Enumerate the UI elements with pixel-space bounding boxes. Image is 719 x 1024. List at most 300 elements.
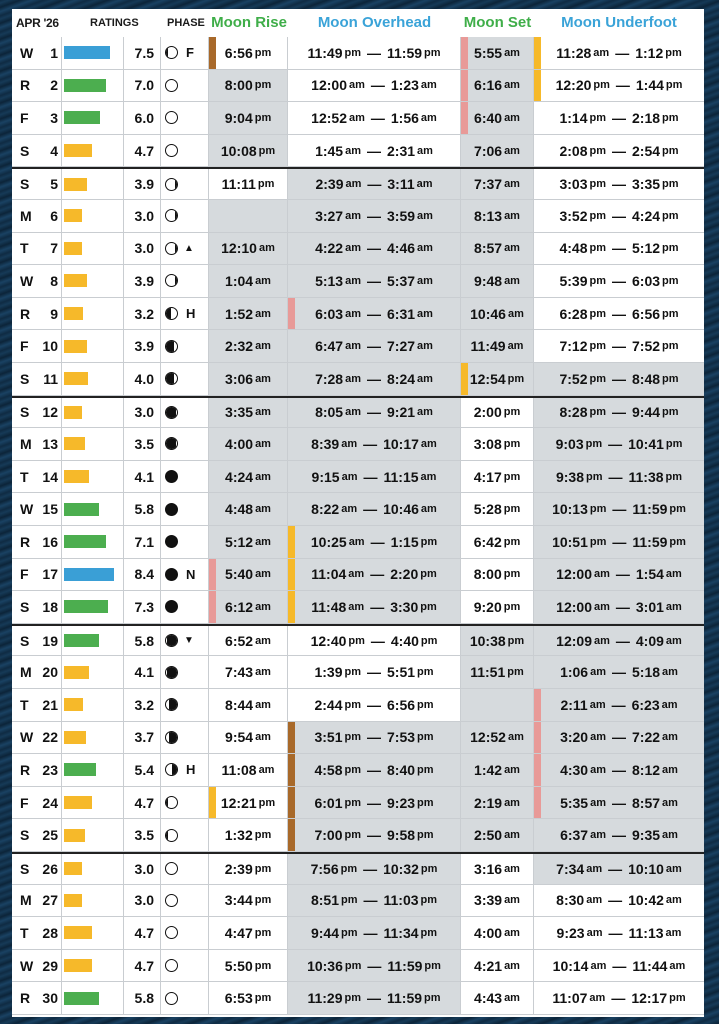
- moon-set-ampm: am: [504, 959, 520, 972]
- underfoot-end-ampm: pm: [665, 470, 683, 483]
- underfoot-end-ampm: pm: [669, 992, 686, 1005]
- rating-bar-cell: [62, 526, 124, 558]
- rating-bar-cell: [62, 330, 124, 362]
- overhead-end-ampm: am: [417, 274, 433, 287]
- moon-rise-ampm: pm: [254, 46, 272, 59]
- moon-underfoot-cell: [534, 787, 704, 819]
- overhead-start-ampm: am: [348, 79, 365, 92]
- underfoot-end-ampm: pm: [662, 242, 679, 255]
- moon-set-cell: [461, 819, 534, 851]
- day-cell: [12, 493, 62, 525]
- range-dash: —: [615, 598, 630, 615]
- overhead-end-ampm: pm: [417, 731, 434, 744]
- overhead-end-time: 11:59: [387, 957, 423, 974]
- table-row: [12, 656, 704, 689]
- rating-value: 3.5: [124, 428, 161, 460]
- underfoot-start-time: 10:51: [552, 533, 588, 550]
- underfoot-start-time: 4:30: [560, 761, 589, 778]
- day-cell: [12, 819, 62, 851]
- moon-phase-icon: [165, 178, 178, 191]
- moon-rise-ampm: am: [255, 600, 271, 613]
- table-row: [12, 102, 704, 135]
- moon-set-ampm: pm: [503, 437, 521, 450]
- overhead-start-ampm: pm: [344, 796, 361, 809]
- overhead-start-ampm: am: [345, 406, 361, 419]
- day-cell: [12, 982, 62, 1014]
- moon-phase-icon: [165, 79, 178, 92]
- date-number: 5: [50, 176, 58, 193]
- moon-overhead-cell: [288, 917, 461, 949]
- overhead-start-time: 7:28: [315, 370, 344, 387]
- moon-rise-cell: [209, 689, 288, 721]
- day-cell: [12, 722, 62, 754]
- underfoot-end-ampm: am: [661, 698, 678, 711]
- overhead-end-ampm: am: [417, 242, 433, 255]
- underfoot-end-ampm: pm: [669, 535, 686, 548]
- overhead-end-time: 3:30: [390, 598, 419, 615]
- table-row: [12, 624, 704, 657]
- overhead-end-ampm: am: [420, 437, 437, 450]
- range-dash: —: [612, 142, 626, 159]
- weekday-letter: F: [20, 794, 29, 811]
- date-number: 30: [42, 990, 58, 1007]
- overhead-end-ampm: pm: [424, 992, 441, 1005]
- moon-set-ampm: pm: [503, 600, 521, 613]
- phase-cell: [161, 298, 209, 330]
- underfoot-start-ampm: am: [590, 666, 606, 679]
- underfoot-start-ampm: pm: [585, 437, 603, 450]
- moon-rise-ampm: pm: [254, 829, 272, 842]
- range-dash: —: [367, 696, 381, 713]
- overhead-end-ampm: am: [417, 372, 433, 385]
- phase-cell: [161, 102, 209, 134]
- moon-overhead-cell: [288, 398, 461, 428]
- underfoot-start-ampm: am: [590, 763, 606, 776]
- moon-rise-ampm: pm: [254, 111, 272, 124]
- rating-bar-cell: [62, 265, 124, 297]
- underfoot-end-time: 1:54: [635, 566, 664, 583]
- moon-rise-cell: [209, 591, 288, 623]
- day-cell: [12, 626, 62, 656]
- moon-set-cell: [461, 754, 534, 786]
- moon-underfoot-cell: [534, 591, 704, 623]
- moon-underfoot-cell: [534, 559, 704, 591]
- weekday-letter: W: [20, 729, 34, 746]
- moon-overhead-cell: [288, 265, 461, 297]
- moon-set-ampm: am: [504, 862, 520, 875]
- moon-rise-ampm: pm: [254, 862, 272, 875]
- range-dash: —: [367, 176, 382, 193]
- date-number: 1: [50, 44, 58, 61]
- overhead-end-time: 10:32: [383, 860, 419, 877]
- rating-value: 4.7: [124, 787, 161, 819]
- moon-overhead-cell: [288, 854, 461, 884]
- rating-bar-cell: [62, 656, 124, 688]
- overhead-end-ampm: am: [420, 111, 437, 124]
- moon-set-ampm: am: [504, 992, 520, 1005]
- underfoot-start-time: 2:08: [559, 142, 588, 159]
- rating-value: 4.1: [124, 461, 161, 493]
- overhead-start-time: 3:51: [314, 729, 343, 746]
- rating-bar: [64, 437, 85, 450]
- date-number: 2: [50, 77, 58, 94]
- overhead-end-time: 1:56: [390, 109, 419, 126]
- weekday-letter: S: [20, 404, 30, 421]
- weekday-letter: T: [20, 468, 29, 485]
- moon-underfoot-cell: [534, 70, 704, 102]
- underfoot-start-ampm: pm: [589, 144, 606, 157]
- underfoot-end-ampm: am: [669, 959, 686, 972]
- day-cell: [12, 135, 62, 167]
- overhead-end-time: 4:40: [390, 632, 419, 649]
- table-row: [12, 363, 704, 396]
- moon-rise-time: 4:47: [224, 924, 253, 941]
- underfoot-end-ampm: pm: [662, 274, 679, 287]
- moon-phase-icon: [165, 731, 178, 744]
- table-row: [12, 559, 704, 592]
- moon-rise-ampm: am: [255, 568, 271, 581]
- moon-rise-ampm: am: [255, 731, 271, 744]
- underfoot-start-ampm: pm: [589, 178, 606, 191]
- moon-rise-cell: [209, 37, 288, 69]
- moon-phase-icon: [165, 535, 178, 548]
- overhead-end-ampm: pm: [417, 796, 434, 809]
- rating-value: 3.2: [124, 298, 161, 330]
- day-cell: [12, 70, 62, 102]
- rating-bar: [64, 209, 82, 222]
- rating-value: 8.4: [124, 559, 161, 591]
- moon-phase-icon: [165, 959, 178, 972]
- moon-underfoot-cell: [534, 493, 704, 525]
- weekday-letter: R: [20, 533, 31, 550]
- table-row: [12, 689, 704, 722]
- overhead-end-time: 11:59: [387, 990, 423, 1007]
- date-number: 17: [42, 566, 58, 583]
- moon-underfoot-header: Moon Underfoot: [561, 14, 677, 31]
- moon-phase-icon: [165, 894, 178, 907]
- range-dash: —: [612, 664, 626, 681]
- underfoot-start-ampm: pm: [589, 535, 607, 548]
- moon-set-time: 7:37: [474, 176, 503, 193]
- ratings-header: RATINGS: [90, 17, 139, 29]
- phase-cell: [161, 656, 209, 688]
- moon-rise-ampm: am: [258, 242, 275, 255]
- moon-overhead-cell: [288, 559, 461, 591]
- activity-marker: [288, 754, 295, 786]
- underfoot-end-ampm: pm: [665, 46, 682, 59]
- underfoot-start-ampm: am: [589, 698, 606, 711]
- activity-marker: [288, 559, 295, 591]
- phase-letter: N: [186, 566, 196, 582]
- rating-bar: [64, 307, 83, 320]
- moon-rise-cell: [209, 102, 288, 134]
- rating-bar: [64, 242, 82, 255]
- date-number: 12: [42, 404, 58, 421]
- moon-phase-icon: [165, 307, 178, 320]
- rating-bar-cell: [62, 363, 124, 395]
- overhead-end-ampm: pm: [420, 926, 438, 939]
- rating-bar-cell: [62, 787, 124, 819]
- underfoot-end-ampm: pm: [662, 178, 679, 191]
- activity-marker: [209, 591, 216, 623]
- table-row: [12, 265, 704, 298]
- moon-rise-ampm: pm: [254, 79, 272, 92]
- table-row: [12, 722, 704, 755]
- weekday-letter: M: [20, 892, 32, 909]
- moon-set-ampm: pm: [503, 503, 521, 516]
- weekday-letter: M: [20, 664, 32, 681]
- date-number: 21: [42, 696, 58, 713]
- rating-bar-cell: [62, 461, 124, 493]
- moon-underfoot-cell: [534, 626, 704, 656]
- weekday-letter: W: [20, 272, 34, 289]
- day-cell: [12, 233, 62, 265]
- rating-value: 3.7: [124, 722, 161, 754]
- underfoot-start-ampm: am: [590, 796, 606, 809]
- rating-bar: [64, 144, 92, 157]
- activity-marker: [288, 787, 295, 819]
- underfoot-end-ampm: pm: [665, 437, 683, 450]
- moon-set-ampm: am: [507, 731, 524, 744]
- range-dash: —: [608, 924, 623, 941]
- table-row: [12, 298, 704, 331]
- moon-set-cell: [461, 428, 534, 460]
- underfoot-end-ampm: am: [662, 731, 678, 744]
- moon-set-time: 8:13: [474, 207, 503, 224]
- moon-set-time: 10:38: [469, 632, 506, 649]
- range-dash: —: [612, 109, 626, 126]
- overhead-end-time: 3:59: [387, 207, 416, 224]
- underfoot-start-time: 4:48: [559, 240, 588, 257]
- moon-set-cell: [461, 787, 534, 819]
- activity-marker: [461, 102, 468, 134]
- underfoot-start-time: 3:03: [559, 176, 588, 193]
- range-dash: —: [612, 957, 627, 974]
- underfoot-end-time: 11:59: [632, 501, 668, 518]
- moon-underfoot-cell: [534, 885, 704, 917]
- moon-underfoot-cell: [534, 37, 704, 69]
- table-row: [12, 852, 704, 885]
- moon-rise-time: 6:53: [224, 990, 253, 1007]
- range-dash: —: [615, 44, 630, 61]
- weekday-letter: F: [20, 109, 29, 126]
- overhead-start-ampm: am: [348, 535, 365, 548]
- overhead-end-time: 11:59: [387, 44, 423, 61]
- underfoot-end-time: 1:12: [635, 44, 664, 61]
- moon-set-ampm: am: [507, 340, 524, 353]
- overhead-start-time: 2:39: [315, 176, 344, 193]
- underfoot-end-ampm: pm: [662, 209, 679, 222]
- range-dash: —: [367, 957, 382, 974]
- underfoot-start-ampm: am: [589, 992, 606, 1005]
- moon-overhead-cell: [288, 526, 461, 558]
- moon-overhead-cell: [288, 982, 461, 1014]
- underfoot-end-ampm: am: [662, 796, 678, 809]
- moon-rise-cell: [209, 722, 288, 754]
- moon-set-ampm: am: [504, 79, 520, 92]
- range-dash: —: [363, 892, 378, 909]
- overhead-start-ampm: am: [341, 503, 358, 516]
- date-number: 27: [42, 892, 58, 909]
- rating-value: 5.8: [124, 982, 161, 1014]
- phase-letter: H: [186, 306, 196, 322]
- moon-set-time: 6:42: [473, 533, 502, 550]
- underfoot-start-ampm: am: [586, 926, 603, 939]
- range-dash: —: [612, 338, 626, 355]
- weekday-letter: W: [20, 957, 34, 974]
- phase-letter: F: [186, 45, 194, 61]
- table-row: [12, 37, 704, 70]
- underfoot-start-time: 9:03: [555, 435, 584, 452]
- weekday-letter: T: [20, 924, 29, 941]
- moon-set-cell: [461, 591, 534, 623]
- range-dash: —: [370, 77, 385, 94]
- range-dash: —: [612, 794, 626, 811]
- activity-marker: [461, 363, 468, 395]
- overhead-start-ampm: pm: [344, 829, 361, 842]
- moon-set-ampm: pm: [503, 535, 521, 548]
- moon-set-ampm: am: [504, 111, 520, 124]
- range-dash: —: [611, 696, 626, 713]
- date-number: 28: [42, 924, 58, 941]
- moon-set-ampm: pm: [507, 666, 524, 679]
- phase-cell: [161, 200, 209, 232]
- range-dash: —: [367, 207, 381, 224]
- table-row: [12, 200, 704, 233]
- range-dash: —: [370, 598, 385, 615]
- underfoot-start-time: 5:35: [560, 794, 589, 811]
- overhead-end-ampm: pm: [420, 862, 438, 875]
- underfoot-end-time: 12:17: [631, 990, 668, 1007]
- overhead-end-time: 3:11: [387, 176, 415, 193]
- moon-rise-ampm: am: [255, 634, 271, 647]
- day-cell: [12, 265, 62, 297]
- date-number: 4: [50, 142, 58, 159]
- rating-bar: [64, 600, 108, 613]
- underfoot-end-ampm: am: [665, 894, 682, 907]
- rating-bar: [64, 634, 99, 647]
- moon-underfoot-cell: [534, 428, 704, 460]
- underfoot-start-time: 9:23: [556, 924, 585, 941]
- moon-set-cell: [461, 398, 534, 428]
- phase-arrow-icon: ▼: [184, 635, 194, 647]
- underfoot-start-time: 11:07: [552, 990, 588, 1007]
- overhead-end-ampm: pm: [417, 763, 434, 776]
- moon-set-cell: [461, 461, 534, 493]
- rating-value: 3.2: [124, 689, 161, 721]
- date-number: 6: [50, 207, 58, 224]
- moon-rise-ampm: am: [255, 666, 271, 679]
- range-dash: —: [370, 566, 385, 583]
- moon-phase-icon: [165, 829, 178, 842]
- phase-cell: [161, 169, 209, 199]
- moon-rise-time: 2:39: [224, 860, 253, 877]
- moon-rise-cell: [209, 330, 288, 362]
- overhead-end-time: 5:51: [387, 664, 416, 681]
- range-dash: —: [615, 566, 630, 583]
- moon-set-ampm: am: [504, 894, 520, 907]
- table-row: [12, 591, 704, 624]
- activity-marker: [209, 559, 216, 591]
- rating-bar: [64, 372, 88, 385]
- phase-cell: [161, 559, 209, 591]
- rating-bar-cell: [62, 559, 124, 591]
- moon-phase-icon: [165, 144, 178, 157]
- date-number: 20: [42, 664, 58, 681]
- underfoot-start-ampm: pm: [589, 372, 606, 385]
- rating-value: 4.7: [124, 950, 161, 982]
- moon-rise-ampm: am: [255, 535, 271, 548]
- overhead-start-ampm: am: [341, 437, 358, 450]
- activity-marker: [534, 754, 541, 786]
- moon-underfoot-cell: [534, 330, 704, 362]
- moon-overhead-cell: [288, 428, 461, 460]
- underfoot-start-ampm: pm: [589, 274, 606, 287]
- moon-overhead-cell: [288, 330, 461, 362]
- underfoot-start-ampm: am: [586, 862, 603, 875]
- range-dash: —: [367, 827, 381, 844]
- underfoot-end-ampm: pm: [669, 503, 686, 516]
- range-dash: —: [612, 729, 626, 746]
- table-row: [12, 135, 704, 168]
- moon-set-cell: [461, 885, 534, 917]
- rating-value: 4.7: [124, 135, 161, 167]
- underfoot-end-time: 6:03: [632, 272, 661, 289]
- underfoot-end-time: 8:57: [632, 794, 661, 811]
- range-dash: —: [367, 990, 381, 1007]
- underfoot-start-ampm: am: [593, 46, 610, 59]
- overhead-start-time: 9:15: [311, 468, 340, 485]
- moon-set-cell: [461, 722, 534, 754]
- moon-set-time: 7:06: [474, 142, 503, 159]
- overhead-start-time: 12:40: [310, 632, 347, 649]
- overhead-start-time: 10:25: [310, 533, 347, 550]
- moon-set-time: 11:49: [470, 338, 506, 355]
- range-dash: —: [363, 860, 378, 877]
- moon-rise-cell: [209, 917, 288, 949]
- moon-rise-time: 12:10: [221, 240, 257, 257]
- overhead-end-ampm: am: [416, 178, 433, 191]
- overhead-start-time: 8:51: [310, 892, 339, 909]
- overhead-end-time: 4:46: [387, 240, 416, 257]
- day-cell: [12, 526, 62, 558]
- moon-rise-time: 10:08: [220, 142, 257, 159]
- activity-marker: [534, 37, 541, 69]
- overhead-start-ampm: am: [345, 144, 361, 157]
- date-number: 23: [42, 761, 58, 778]
- moon-set-time: 12:52: [470, 729, 506, 746]
- rating-value: 7.0: [124, 70, 161, 102]
- overhead-end-ampm: pm: [417, 829, 434, 842]
- rating-value: 7.5: [124, 37, 161, 69]
- rating-bar: [64, 992, 99, 1005]
- range-dash: —: [367, 240, 381, 257]
- moon-set-cell: [461, 102, 534, 134]
- moon-set-time: 4:21: [474, 957, 503, 974]
- moon-rise-ampm: pm: [254, 992, 272, 1005]
- rating-bar: [64, 894, 82, 907]
- rating-value: 7.3: [124, 591, 161, 623]
- moon-set-cell: [461, 37, 534, 69]
- day-cell: [12, 461, 62, 493]
- phase-cell: [161, 722, 209, 754]
- rating-bar-cell: [62, 493, 124, 525]
- phase-cell: [161, 70, 209, 102]
- moon-set-cell: [461, 526, 534, 558]
- underfoot-start-time: 11:28: [556, 44, 592, 61]
- moon-rise-ampm: pm: [257, 178, 275, 191]
- moon-overhead-cell: [288, 233, 461, 265]
